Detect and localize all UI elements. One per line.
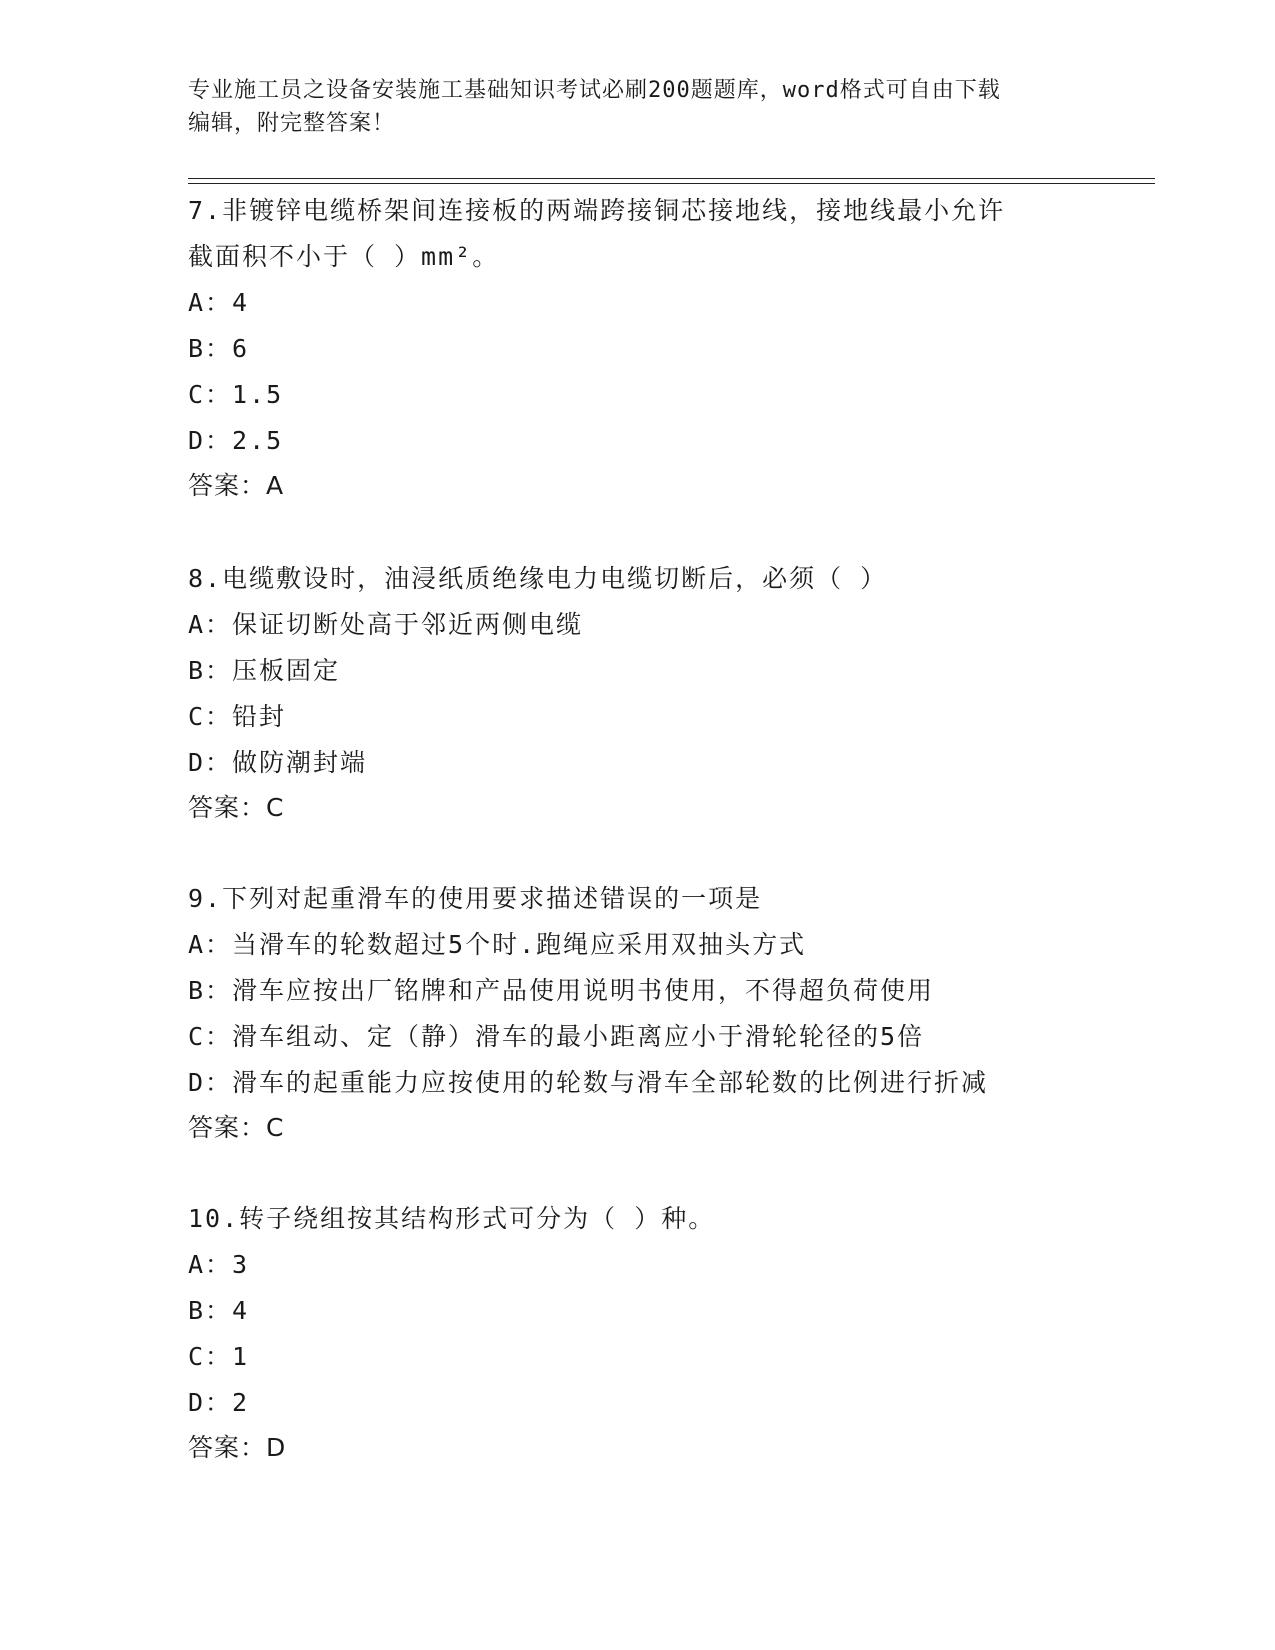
answer: 答案：C bbox=[188, 793, 285, 822]
option-d: D：2 bbox=[188, 1388, 250, 1417]
question-10 bbox=[188, 1196, 1108, 1470]
question-7 bbox=[188, 188, 1108, 508]
option-b: B：4 bbox=[188, 1296, 250, 1325]
option-c: C：铅封 bbox=[188, 702, 287, 731]
question-9 bbox=[188, 876, 1108, 1150]
question-stem: 7.非镀锌电缆桥架间连接板的两端跨接铜芯接地线，接地线最小允许 bbox=[188, 196, 1006, 225]
option-a: A：3 bbox=[188, 1250, 250, 1279]
question-stem-continued: 截面积不小于（ ）mm²。 bbox=[188, 242, 500, 271]
question-8 bbox=[188, 556, 1108, 830]
option-c: C：1 bbox=[188, 1342, 250, 1371]
question-stem: 8.电缆敷设时，油浸纸质绝缘电力电缆切断后，必须（ ） bbox=[188, 564, 888, 593]
option-a: A：保证切断处高于邻近两侧电缆 bbox=[188, 610, 584, 639]
header-line-1: 专业施工员之设备安装施工基础知识考试必刷200题题库，word格式可自由下载 bbox=[188, 78, 1001, 103]
option-c: C：1.5 bbox=[188, 380, 284, 409]
option-d: D：做防潮封端 bbox=[188, 748, 368, 777]
answer: 答案：C bbox=[188, 1113, 285, 1142]
option-b: B：滑车应按出厂铭牌和产品使用说明书使用，不得超负荷使用 bbox=[188, 976, 935, 1005]
header-divider-top bbox=[188, 178, 1155, 179]
option-b: B：6 bbox=[188, 334, 250, 363]
question-stem: 9.下列对起重滑车的使用要求描述错误的一项是 bbox=[188, 884, 763, 913]
option-c: C：滑车组动、定（静）滑车的最小距离应小于滑轮轮径的5倍 bbox=[188, 1022, 925, 1051]
header-divider-bottom bbox=[188, 183, 1155, 184]
option-a: A：4 bbox=[188, 288, 250, 317]
option-d: D：2.5 bbox=[188, 426, 284, 455]
answer: 答案：D bbox=[188, 1433, 287, 1462]
question-stem: 10.转子绕组按其结构形式可分为（ ）种。 bbox=[188, 1204, 716, 1233]
option-a: A：当滑车的轮数超过5个时.跑绳应采用双抽头方式 bbox=[188, 930, 807, 959]
header-line-2: 编辑，附完整答案！ bbox=[188, 111, 396, 136]
option-d: D：滑车的起重能力应按使用的轮数与滑车全部轮数的比例进行折减 bbox=[188, 1068, 989, 1097]
answer: 答案：A bbox=[188, 471, 285, 500]
option-b: B：压板固定 bbox=[188, 656, 341, 685]
document-header bbox=[188, 74, 1088, 140]
